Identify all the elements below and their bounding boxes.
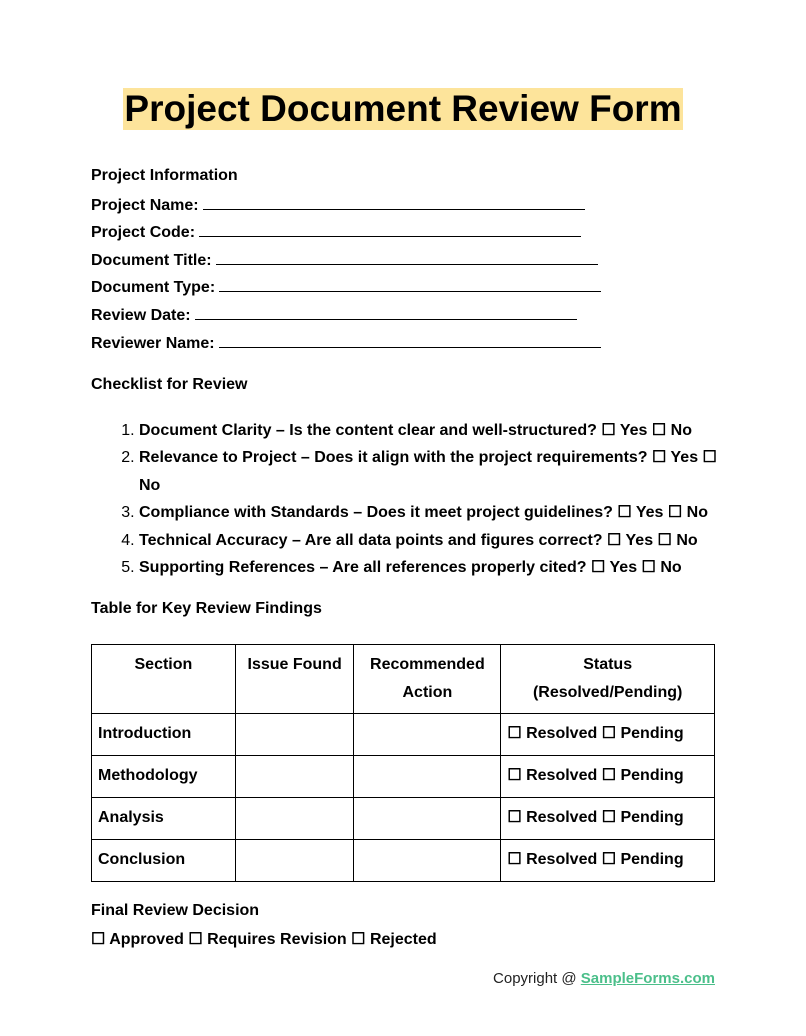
issue-cell[interactable] — [235, 756, 354, 798]
issue-cell[interactable] — [235, 840, 354, 882]
checklist — [91, 417, 719, 581]
checklist-heading: Checklist for Review — [91, 376, 248, 393]
project-name-field[interactable]: Project Name: — [91, 195, 585, 215]
table-row — [92, 840, 715, 882]
document-title-blank[interactable] — [216, 250, 598, 265]
status-cell[interactable]: ☐ Resolved ☐ Pending — [501, 798, 715, 840]
table-row — [92, 798, 715, 840]
issue-cell[interactable] — [235, 714, 354, 756]
issue-cell[interactable] — [235, 798, 354, 840]
decision-heading: Final Review Decision — [91, 902, 260, 919]
table-row — [92, 714, 715, 756]
table-header-row — [92, 645, 715, 714]
column-header: Recommended Action — [354, 645, 501, 714]
section-cell: Analysis — [92, 798, 236, 840]
sampleforms-link[interactable]: SampleForms.com — [580, 970, 715, 987]
column-header: Issue Found — [235, 645, 354, 714]
project-info-heading: Project Information — [91, 167, 238, 184]
status-cell[interactable]: ☐ Resolved ☐ Pending — [501, 714, 715, 756]
review-date-field[interactable]: Review Date: — [91, 305, 577, 325]
checklist-item[interactable]: 1. Document Clarity – Is the content clear and well-structured? ☐ Yes ☐ No — [139, 417, 719, 444]
checklist-item[interactable]: 3. Compliance with Standards – Does it meet project guidelines? ☐ Yes ☐ No — [139, 499, 719, 526]
reviewer-name-blank[interactable] — [219, 333, 601, 348]
action-cell[interactable] — [354, 798, 501, 840]
section-cell: Conclusion — [92, 840, 236, 882]
action-cell[interactable] — [354, 714, 501, 756]
status-cell[interactable]: ☐ Resolved ☐ Pending — [501, 756, 715, 798]
reviewer-name-field[interactable]: Reviewer Name: — [91, 333, 601, 353]
column-header: Status (Resolved/Pending) — [501, 645, 715, 714]
section-cell: Methodology — [92, 756, 236, 798]
action-cell[interactable] — [354, 756, 501, 798]
project-code-field[interactable]: Project Code: — [91, 222, 581, 242]
document-type-field[interactable]: Document Type: — [91, 277, 601, 297]
project-code-blank[interactable] — [199, 222, 581, 237]
project-name-blank[interactable] — [203, 195, 585, 210]
action-cell[interactable] — [354, 840, 501, 882]
page-title: Project Document Review Form — [124, 88, 682, 129]
checklist-item[interactable]: 4. Technical Accuracy – Are all data points and figures correct? ☐ Yes ☐ No — [139, 527, 719, 554]
checklist-item[interactable]: 5. Supporting References – Are all references properly cited? ☐ Yes ☐ No — [139, 554, 719, 581]
column-header: Section — [92, 645, 236, 714]
status-cell[interactable]: ☐ Resolved ☐ Pending — [501, 840, 715, 882]
table-row — [92, 756, 715, 798]
document-title-field[interactable]: Document Title: — [91, 250, 598, 270]
copyright: Copyright @ SampleForms.com — [493, 970, 715, 987]
document-type-blank[interactable] — [219, 277, 601, 292]
findings-table — [91, 644, 715, 882]
decision-options[interactable]: ☐ Approved ☐ Requires Revision ☐ Rejected — [91, 931, 437, 948]
findings-heading: Table for Key Review Findings — [91, 600, 322, 617]
review-date-blank[interactable] — [195, 305, 577, 320]
section-cell: Introduction — [92, 714, 236, 756]
checklist-item[interactable]: 2. Relevance to Project – Does it align with the project requirements? ☐ Yes ☐ No — [139, 444, 719, 499]
